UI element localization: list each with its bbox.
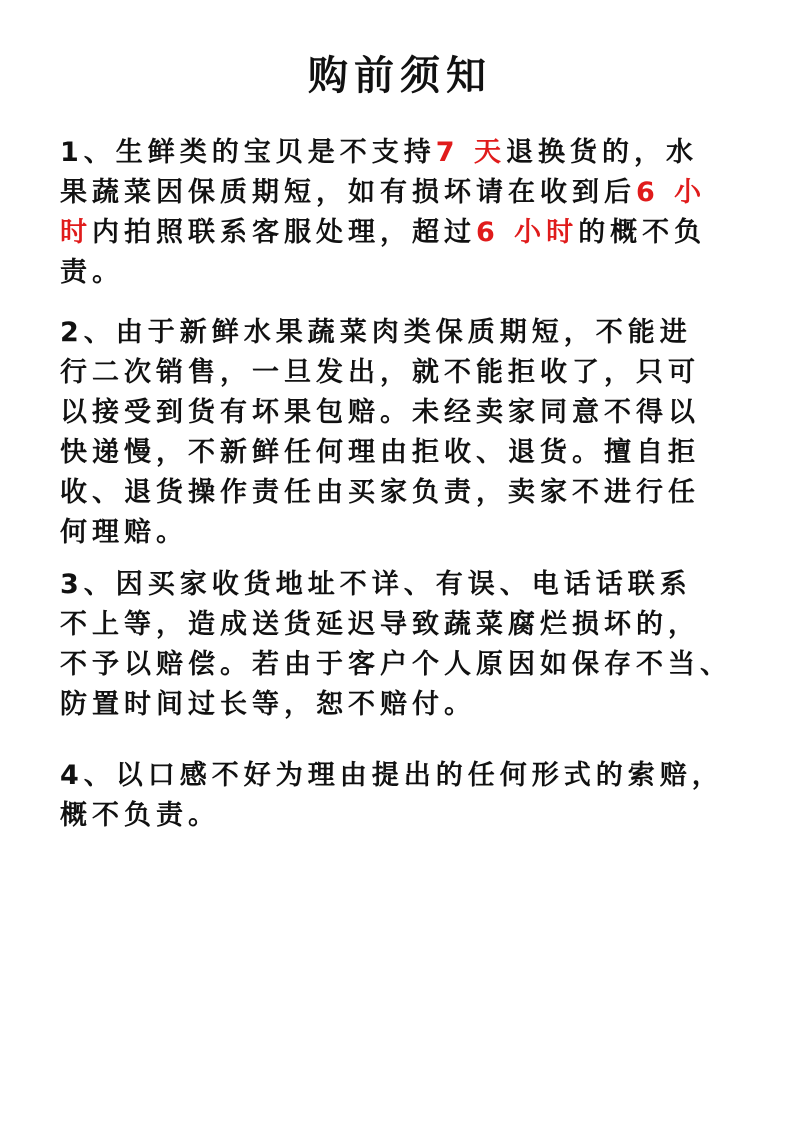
- paragraph-line: [60, 685, 760, 725]
- paragraph-line: [60, 353, 760, 393]
- paragraph-line: [60, 605, 760, 645]
- paragraph-line: [60, 253, 760, 293]
- paragraph-line: [60, 513, 760, 553]
- paragraph-line: [60, 796, 760, 836]
- text-segment: 4、以口感不好为理由提出的任何形式的索赔，: [60, 760, 724, 791]
- paragraph-line: [60, 173, 760, 213]
- notice-paragraph-4: [60, 756, 760, 836]
- text-segment: 果蔬菜因保质期短，如有损坏请在收到后: [60, 177, 636, 208]
- text-segment: 收、退货操作责任由买家负责，卖家不进行任: [60, 477, 700, 508]
- text-segment: 防置时间过长等，恕不赔付。: [60, 689, 476, 720]
- text-segment: 快递慢，不新鲜任何理由拒收、退货。擅自拒: [60, 437, 700, 468]
- highlighted-text: 6 小时: [476, 217, 579, 248]
- text-segment: 责。: [60, 257, 124, 288]
- paragraph-line: [60, 645, 760, 685]
- text-segment: 2、由于新鲜水果蔬菜肉类保质期短，不能进: [60, 317, 692, 348]
- paragraph-line: [60, 393, 760, 433]
- notice-paragraph-2: [60, 313, 760, 553]
- notice-paragraph-1: [60, 133, 760, 293]
- highlighted-text: 时: [60, 217, 92, 248]
- highlighted-text: 7 天: [435, 137, 506, 168]
- highlighted-text: 6 小: [636, 177, 707, 208]
- notice-paragraph-3: [60, 565, 760, 725]
- text-segment: 何理赔。: [60, 517, 188, 548]
- page-title: 购前须知: [308, 53, 492, 99]
- text-segment: 1、生鲜类的宝贝是不支持: [60, 137, 436, 168]
- text-segment: 不予以赔偿。若由于客户个人原因如保存不当、: [60, 649, 732, 680]
- text-segment: 3、因买家收货地址不详、有误、电话话联系: [60, 569, 692, 600]
- paragraph-line: [60, 433, 760, 473]
- paragraph-line: [60, 213, 760, 253]
- paragraph-line: [60, 473, 760, 513]
- paragraph-line: [60, 133, 760, 173]
- text-segment: 行二次销售，一旦发出，就不能拒收了，只可: [60, 357, 700, 388]
- text-segment: 退换货的，水: [505, 137, 698, 168]
- text-segment: 不上等，造成送货延迟导致蔬菜腐烂损坏的，: [60, 609, 700, 640]
- text-segment: 概不负责。: [60, 800, 220, 831]
- paragraph-line: [60, 756, 760, 796]
- text-segment: 以接受到货有坏果包赔。未经卖家同意不得以: [60, 397, 700, 428]
- text-segment: 内拍照联系客服处理，超过: [92, 217, 476, 248]
- paragraph-line: [60, 313, 760, 353]
- paragraph-line: [60, 565, 760, 605]
- text-segment: 的概不负: [578, 217, 707, 248]
